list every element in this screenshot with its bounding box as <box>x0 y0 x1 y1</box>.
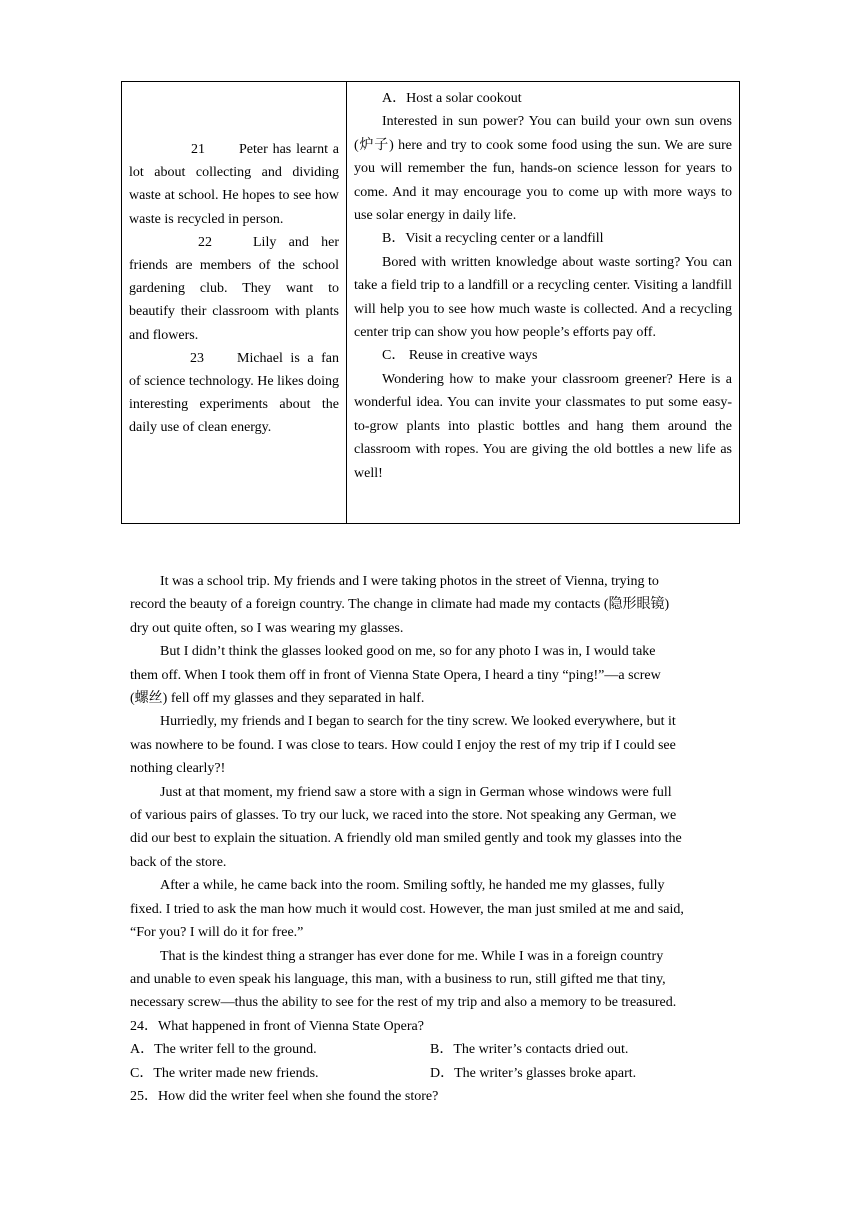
passage-line: fixed. I tried to ask the man how much it would cost. However, the man just smiled at me and said, <box>130 901 684 917</box>
option-a-heading: A．Host a solar cookout <box>382 91 522 106</box>
passage-line: Hurriedly, my friends and I began to search for the tiny screw. We looked everywhere, but it <box>160 714 676 730</box>
passage-line: necessary screw—thus the ability to see for the rest of my trip and also a memory to be treasured. <box>130 995 677 1011</box>
passage-line: of various pairs of glasses. To try our luck, we raced into the store. Not speaking any German, we <box>130 808 677 824</box>
question-25: 25．How did the writer feel when she found the store? <box>130 1088 439 1104</box>
matching-table <box>121 81 740 524</box>
answer-blank-23[interactable]: 23 <box>190 350 204 366</box>
question-24: 24．What happened in front of Vienna State Opera? <box>130 1018 424 1034</box>
option-b-text: Bored with written knowledge about waste sorting? You can take a field trip to a landfill or a recycling center. Visiting a landfill will help you to see how much waste is collected. And a recycling center trip can show you how people’s efforts pay off. <box>354 254 732 341</box>
question-24-options-row2 <box>130 1062 740 1085</box>
passage-line: Just at that moment, my friend saw a store with a sign in German whose windows were full <box>160 784 672 800</box>
passage-line: back of the store. <box>130 854 227 870</box>
passage-line: and unable to even speak his language, this man, with a business to run, still gifted me that tiny, <box>130 971 666 987</box>
passage-line: After a while, he came back into the room. Smiling softly, he handed me my glasses, fully <box>160 878 665 894</box>
passage-line: nothing clearly?! <box>130 761 226 777</box>
option-a-text: Interested in sun power? You can build your own sun ovens (炉子) here and try to cook some food using the sun. We are sure you will remember the fun, hands-on science lesson for years to come. And it may encourage you to come up with more ways to use solar energy in daily life. <box>354 114 732 224</box>
student-item-23: 23 Michael is a fan of science technology. He likes doing interesting experiments about the daily use of clean energy. <box>129 347 339 440</box>
activities-column <box>347 82 740 524</box>
option-b-heading: B．Visit a recycling center or a landfill <box>382 231 604 247</box>
passage-line: It was a school trip. My friends and I were taking photos in the street of Vienna, trying to <box>160 574 659 589</box>
student-item-22: 22 Lily and her friends are members of the school gardening club. They want to beautify their classroom with plants and flowers. <box>129 231 339 347</box>
passage-body <box>130 570 740 1015</box>
students-column <box>122 82 347 524</box>
reading-passage <box>130 570 740 1108</box>
student-item-21: 21 Peter has learnt a lot about collecting and dividing waste at school. He hopes to see how waste is recycled in person. <box>129 138 339 231</box>
passage-line: “For you? I will do it for free.” <box>130 925 304 941</box>
passage-line: record the beauty of a foreign country. The change in climate had made my contacts (隐形眼镜) <box>130 597 670 613</box>
option-24-d[interactable]: D．The writer’s glasses broke apart. <box>430 1065 637 1081</box>
passage-line: them off. When I took them off in front of Vienna State Opera, I heard a tiny “ping!”—a screw <box>130 667 661 683</box>
option-c-text: Wondering how to make your classroom greener? Here is a wonderful idea. You can invite your classmates to put some easy-to-grow plants into plastic bottles and hang them around the classroom with ropes. You are giving the old bottles a new life as well! <box>354 371 732 481</box>
passage-line: But I didn’t think the glasses looked good on me, so for any photo I was in, I would take <box>160 644 656 660</box>
question-24-options-row1 <box>130 1038 740 1061</box>
passage-line: dry out quite often, so I was wearing my glasses. <box>130 620 404 636</box>
option-24-b[interactable]: B．The writer’s contacts dried out. <box>430 1042 629 1058</box>
option-c-heading: C． Reuse in creative ways <box>382 348 538 364</box>
passage-line: was nowhere to be found. I was close to tears. How could I enjoy the rest of my trip if I could see <box>130 737 676 753</box>
option-24-c[interactable]: C．The writer made new friends. <box>130 1065 319 1081</box>
answer-blank-22[interactable]: 22 <box>198 234 212 250</box>
answer-blank-21[interactable]: 21 <box>191 142 205 157</box>
passage-line: (螺丝) fell off my glasses and they separated in half. <box>130 691 425 707</box>
option-24-a[interactable]: A．The writer fell to the ground. <box>130 1042 317 1058</box>
passage-line: That is the kindest thing a stranger has ever done for me. While I was in a foreign country <box>160 948 664 964</box>
passage-line: did our best to explain the situation. A friendly old man smiled gently and took my glasses into the <box>130 831 682 847</box>
